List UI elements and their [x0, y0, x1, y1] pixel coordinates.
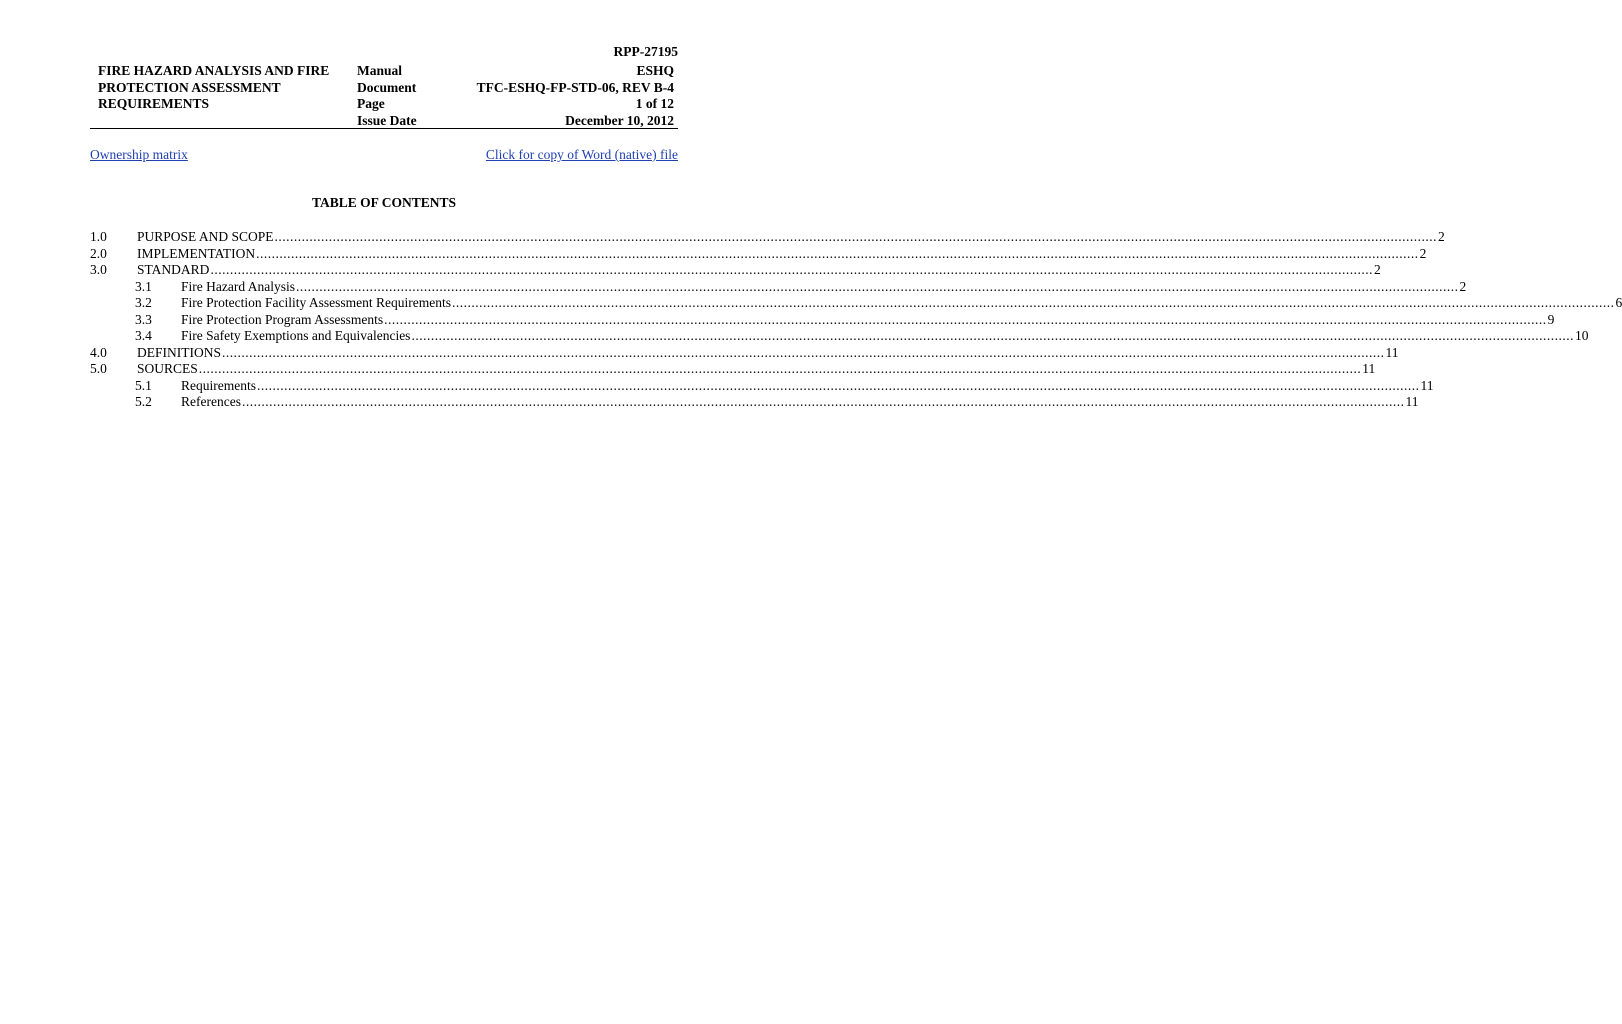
toc-entry-number: 5.2	[135, 394, 152, 409]
title-line: FIRE HAZARD ANALYSIS AND FIRE	[98, 63, 330, 78]
toc-dot-leader: ............................................................................................................................................................................................................................................................................................................	[384, 311, 1547, 327]
toc-entry[interactable]	[90, 361, 1376, 378]
ownership-matrix-link[interactable]: Ownership matrix	[90, 147, 188, 162]
toc-dot-leader: ............................................................................................................................................................................................................................................................................................................	[198, 361, 1362, 376]
document-label: Document	[357, 79, 417, 95]
toc-entry-number: 3.0	[90, 262, 107, 277]
header-divider	[90, 128, 678, 129]
toc-entry-line	[181, 328, 1589, 345]
toc-entry-title: Fire Safety Exemptions and Equivalencies	[181, 328, 411, 343]
toc-entry[interactable]	[90, 377, 1434, 395]
toc-entry[interactable]	[90, 278, 1467, 296]
toc-entry-title: STANDARD	[137, 262, 210, 277]
toc-entry-line	[181, 311, 1555, 329]
manual-label: Manual	[357, 63, 403, 78]
toc-entry-line	[137, 245, 1427, 263]
page-label: Page	[357, 96, 385, 111]
document-number: RPP-27195	[613, 44, 678, 59]
toc-entry-title: Requirements	[181, 377, 256, 393]
toc-entry-line	[181, 295, 1622, 312]
document-title	[98, 63, 354, 113]
toc-dot-leader: ............................................................................................................................................................................................................................................................................................................	[295, 278, 1459, 294]
toc-entry-title: References	[181, 394, 241, 409]
toc-entry-page: 6	[1615, 295, 1622, 310]
toc-entry-number: 2.0	[90, 245, 107, 261]
toc-title: TABLE OF CONTENTS	[311, 195, 457, 210]
toc-entry-page: 10	[1574, 328, 1589, 343]
toc-entry-page: 11	[1362, 361, 1376, 376]
toc-entry-title: SOURCES	[137, 361, 198, 376]
toc-entry-line	[137, 229, 1445, 246]
toc-entry-number: 5.1	[135, 377, 152, 393]
toc-entry[interactable]	[90, 262, 1381, 279]
toc-dot-leader: ............................................................................................................................................................................................................................................................................................................	[222, 344, 1385, 360]
toc-entry-page: 11	[1420, 377, 1434, 393]
toc-entry-title: Fire Hazard Analysis	[181, 278, 295, 294]
toc-entry-title: PURPOSE AND SCOPE	[137, 229, 274, 244]
header-values	[414, 63, 674, 129]
toc-entry[interactable]	[90, 328, 1589, 345]
toc-entry-page: 2	[1419, 245, 1427, 261]
toc-entry-title: Fire Protection Facility Assessment Requirements	[181, 295, 451, 310]
toc-entry-number: 5.0	[90, 361, 107, 376]
toc-entry-number: 4.0	[90, 344, 107, 360]
toc-entry[interactable]	[90, 229, 1445, 246]
toc-entry-page: 9	[1547, 311, 1555, 327]
toc-entry[interactable]	[90, 394, 1419, 411]
toc-entry-number: 3.2	[135, 295, 152, 310]
toc-dot-leader: ............................................................................................................................................................................................................................................................................................................	[274, 229, 1438, 244]
toc-entry-line	[181, 377, 1434, 395]
toc-entry-line	[181, 278, 1467, 296]
document-value: TFC-ESHQ-FP-STD-06, REV B-4	[476, 79, 674, 95]
toc-entry-title: DEFINITIONS	[137, 344, 221, 360]
toc-entry-page: 11	[1405, 394, 1419, 409]
toc-entry-number: 1.0	[90, 229, 107, 244]
toc-dot-leader: ............................................................................................................................................................................................................................................................................................................	[241, 394, 1405, 409]
toc-entry[interactable]	[90, 311, 1555, 329]
word-file-link[interactable]: Click for copy of Word (native) file	[485, 147, 678, 162]
toc-entry-number: 3.1	[135, 278, 152, 294]
page-value: 1 of 12	[635, 96, 674, 111]
toc-entry-line	[137, 344, 1399, 362]
toc-dot-leader: ............................................................................................................................................................................................................................................................................................................	[210, 262, 1373, 277]
toc-entry-title: Fire Protection Program Assessments	[181, 311, 384, 327]
toc-entry[interactable]	[90, 344, 1399, 362]
toc-entry[interactable]	[90, 295, 1622, 312]
toc-entry-page: 2	[1438, 229, 1445, 244]
toc-dot-leader: ............................................................................................................................................................................................................................................................................................................	[256, 377, 1420, 393]
issue-date-label: Issue Date	[357, 112, 417, 128]
toc-entry-number: 3.4	[135, 328, 152, 343]
toc-entry-line	[137, 361, 1376, 378]
toc-dot-leader: ............................................................................................................................................................................................................................................................................................................	[451, 295, 1615, 310]
table-of-contents	[90, 229, 1622, 411]
toc-entry-page: 11	[1385, 344, 1399, 360]
toc-dot-leader: ............................................................................................................................................................................................................................................................................................................	[256, 245, 1419, 261]
toc-entry-page: 2	[1373, 262, 1381, 277]
toc-entry-line	[137, 262, 1381, 279]
toc-entry-line	[181, 394, 1419, 411]
title-line: PROTECTION ASSESSMENT	[98, 79, 281, 95]
issue-date-value: December 10, 2012	[565, 112, 674, 128]
toc-entry-number: 3.3	[135, 311, 152, 327]
manual-value: ESHQ	[636, 63, 674, 78]
toc-dot-leader: ............................................................................................................................................................................................................................................................................................................	[411, 328, 1574, 343]
toc-entry-title: IMPLEMENTATION	[137, 245, 256, 261]
toc-entry[interactable]	[90, 245, 1427, 263]
title-line: REQUIREMENTS	[98, 96, 210, 111]
toc-entry-page: 2	[1459, 278, 1467, 294]
